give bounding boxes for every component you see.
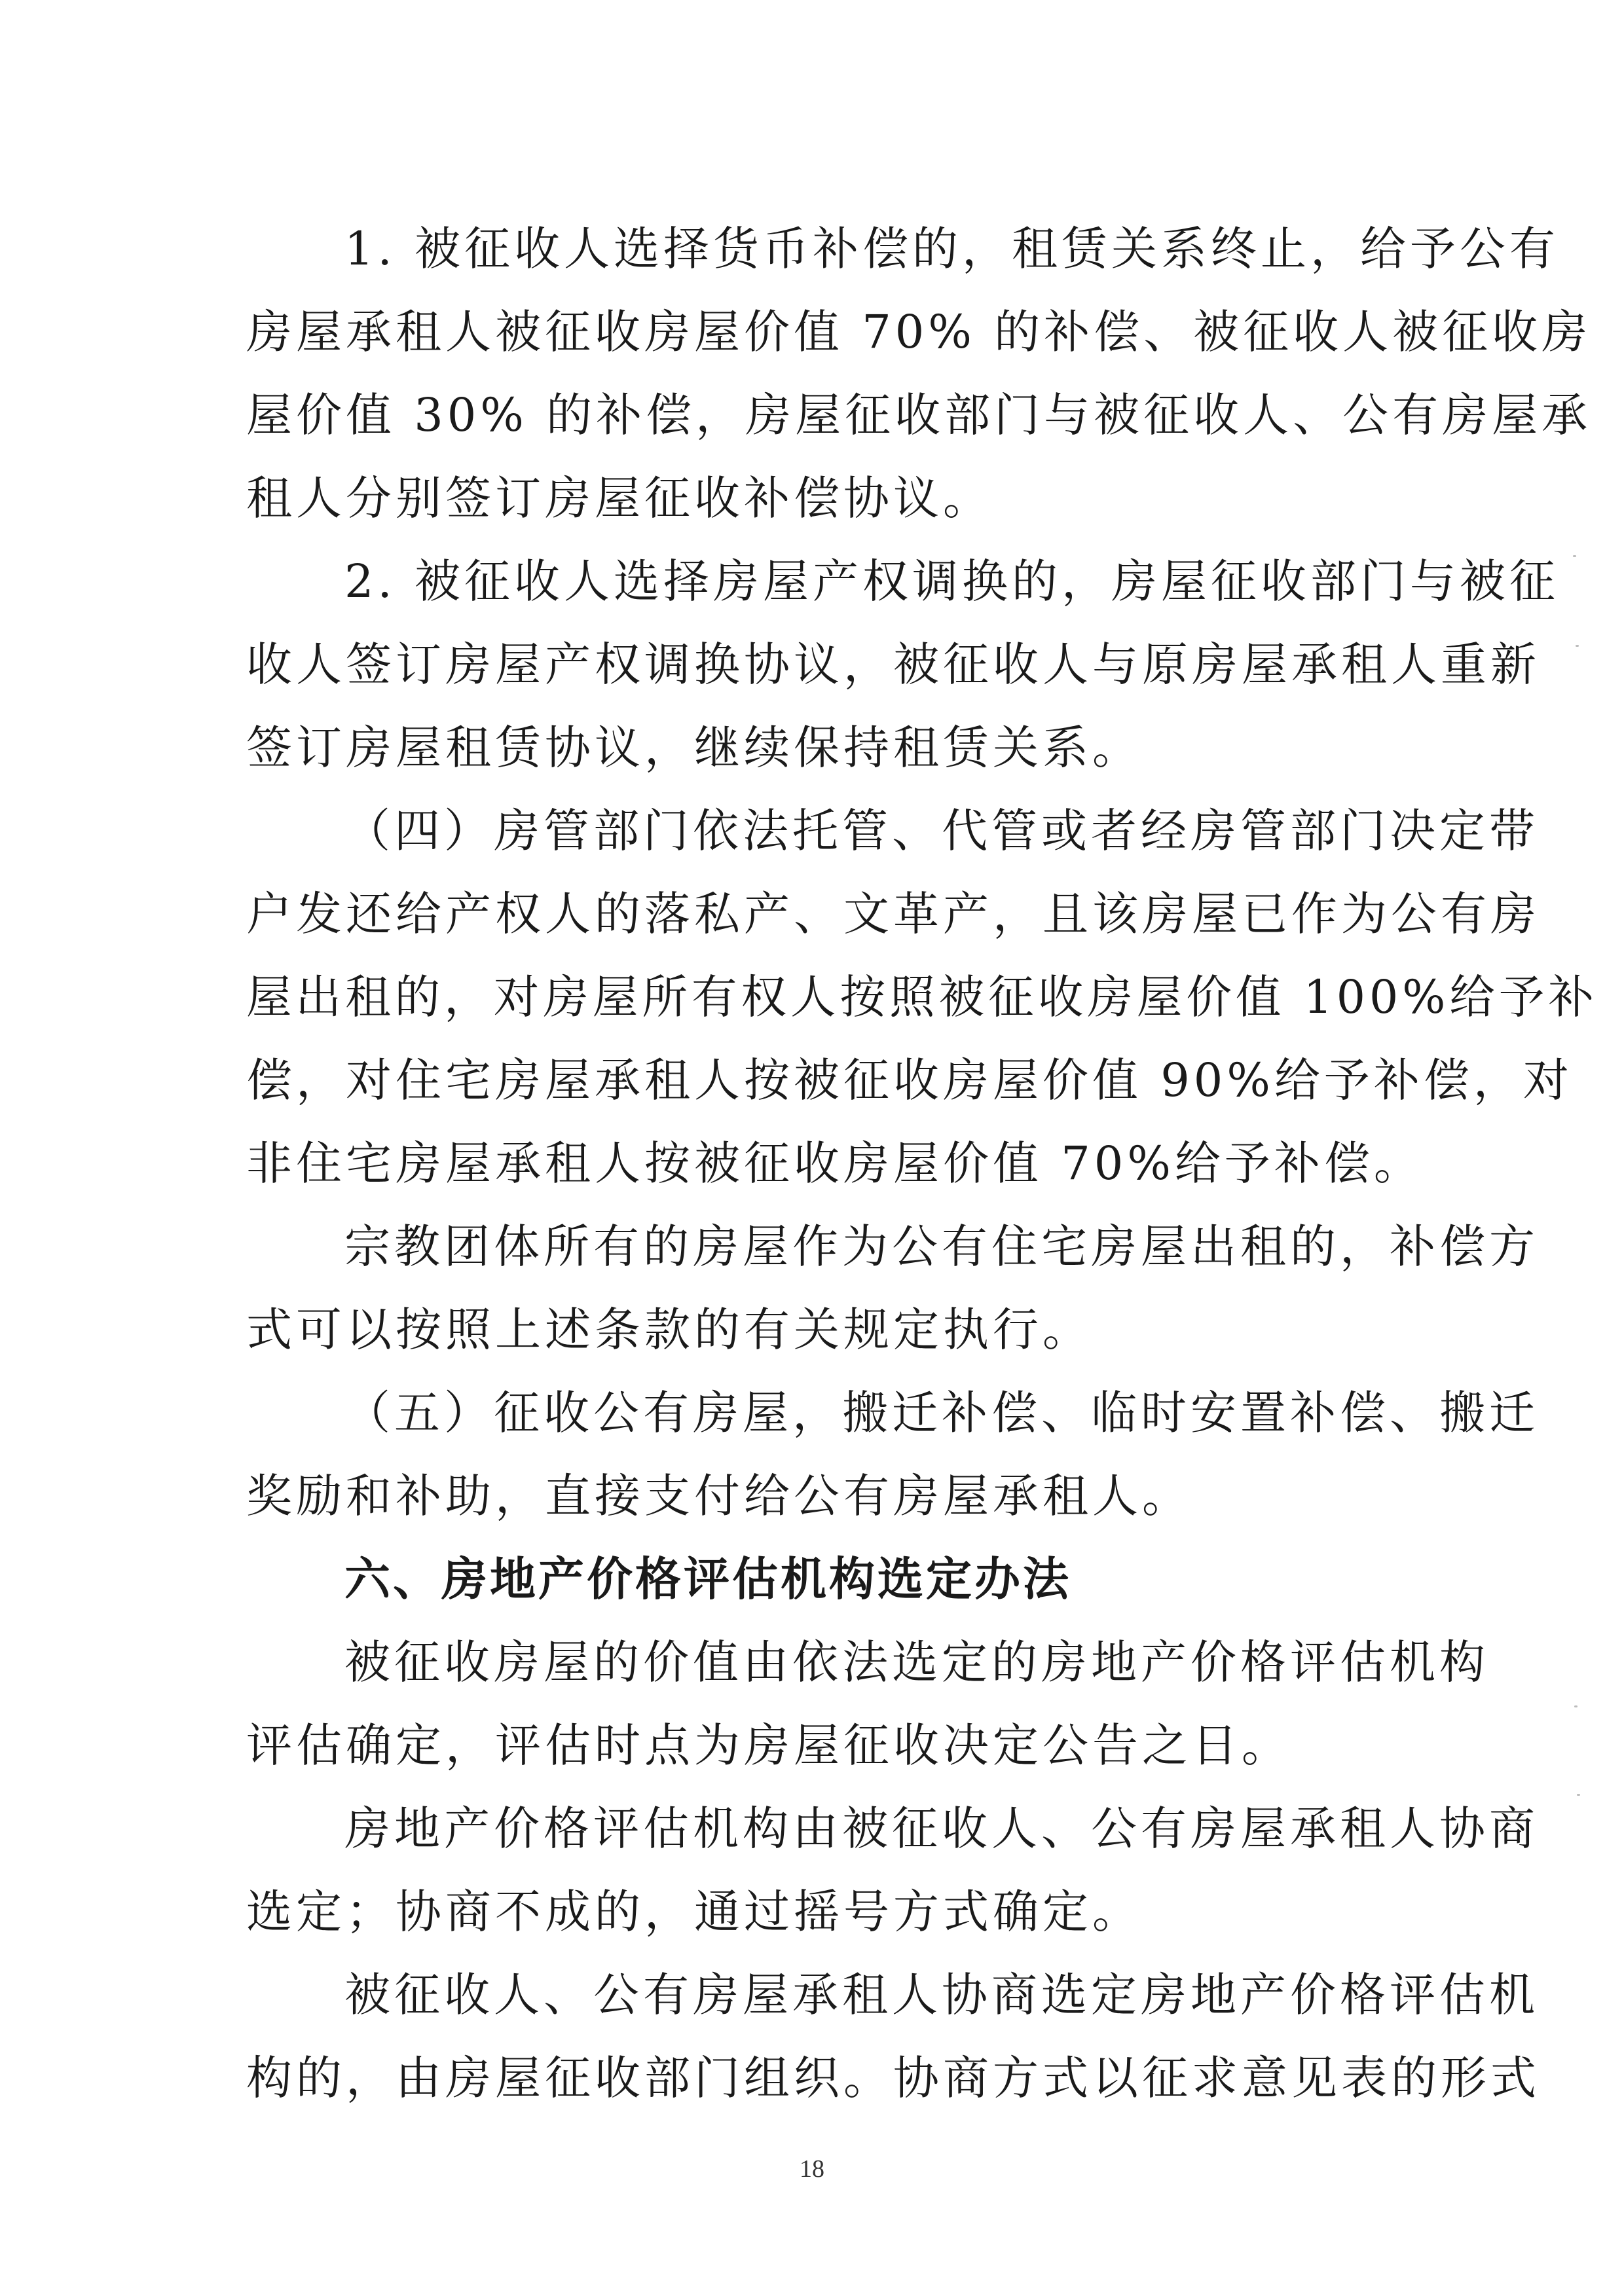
text-line: 选定；协商不成的，通过摇号方式确定。	[246, 1885, 1142, 1939]
text-line: 房地产价格评估机构由被征收人、公有房屋承租人协商	[344, 1802, 1539, 1855]
text-line: 非住宅房屋承租人按被征收房屋价值 70%给予补偿。	[246, 1137, 1424, 1190]
text-line: （五）征收公有房屋，搬迁补偿、临时安置补偿、搬迁	[344, 1386, 1539, 1440]
text-line: 房屋承租人被征收房屋价值 70% 的补偿、被征收人被征收房	[246, 305, 1592, 359]
text-line: 偿，对住宅房屋承租人按被征收房屋价值 90%给予补偿，对	[246, 1053, 1573, 1107]
text-line: 租人分别签订房屋征收补偿协议。	[246, 471, 993, 525]
text-line: 宗教团体所有的房屋作为公有住宅房屋出租的，补偿方	[344, 1220, 1539, 1273]
text-line: 奖励和补助，直接支付给公有房屋承租人。	[246, 1469, 1192, 1523]
text-line: 评估确定，评估时点为房屋征收决定公告之日。	[246, 1719, 1291, 1772]
scan-speck	[1573, 555, 1576, 557]
page-number: 18	[800, 2155, 824, 2183]
text-line: 式可以按照上述条款的有关规定执行。	[246, 1303, 1092, 1357]
text-line: 屋价值 30% 的补偿，房屋征收部门与被征收人、公有房屋承	[246, 388, 1592, 442]
text-line: 构的，由房屋征收部门组织。协商方式以征求意见表的形式	[246, 2051, 1540, 2105]
text-line: 户发还给产权人的落私产、文革产，且该房屋已作为公有房	[246, 887, 1540, 941]
scan-speck	[1576, 645, 1579, 647]
text-line: 签订房屋租赁协议，继续保持租赁关系。	[246, 721, 1142, 774]
text-line: 2. 被征收人选择房屋产权调换的，房屋征收部门与被征	[344, 555, 1560, 608]
text-line: 被征收人、公有房屋承租人协商选定房地产价格评估机	[344, 1968, 1539, 2022]
text-line: 被征收房屋的价值由依法选定的房地产价格评估机构	[344, 1635, 1489, 1689]
text-line: 1. 被征收人选择货币补偿的，租赁关系终止，给予公有	[344, 222, 1560, 276]
text-line: 屋出租的，对房屋所有权人按照被征收房屋价值 100%给予补	[246, 970, 1598, 1024]
text-line: （四）房管部门依法托管、代管或者经房管部门决定带	[344, 804, 1539, 858]
text-line: 收人签订房屋产权调换协议，被征收人与原房屋承租人重新	[246, 638, 1540, 691]
section-heading: 六、房地产价格评估机构选定办法	[344, 1552, 1071, 1606]
scan-speck	[1574, 1705, 1578, 1707]
scan-speck	[1577, 1794, 1580, 1796]
